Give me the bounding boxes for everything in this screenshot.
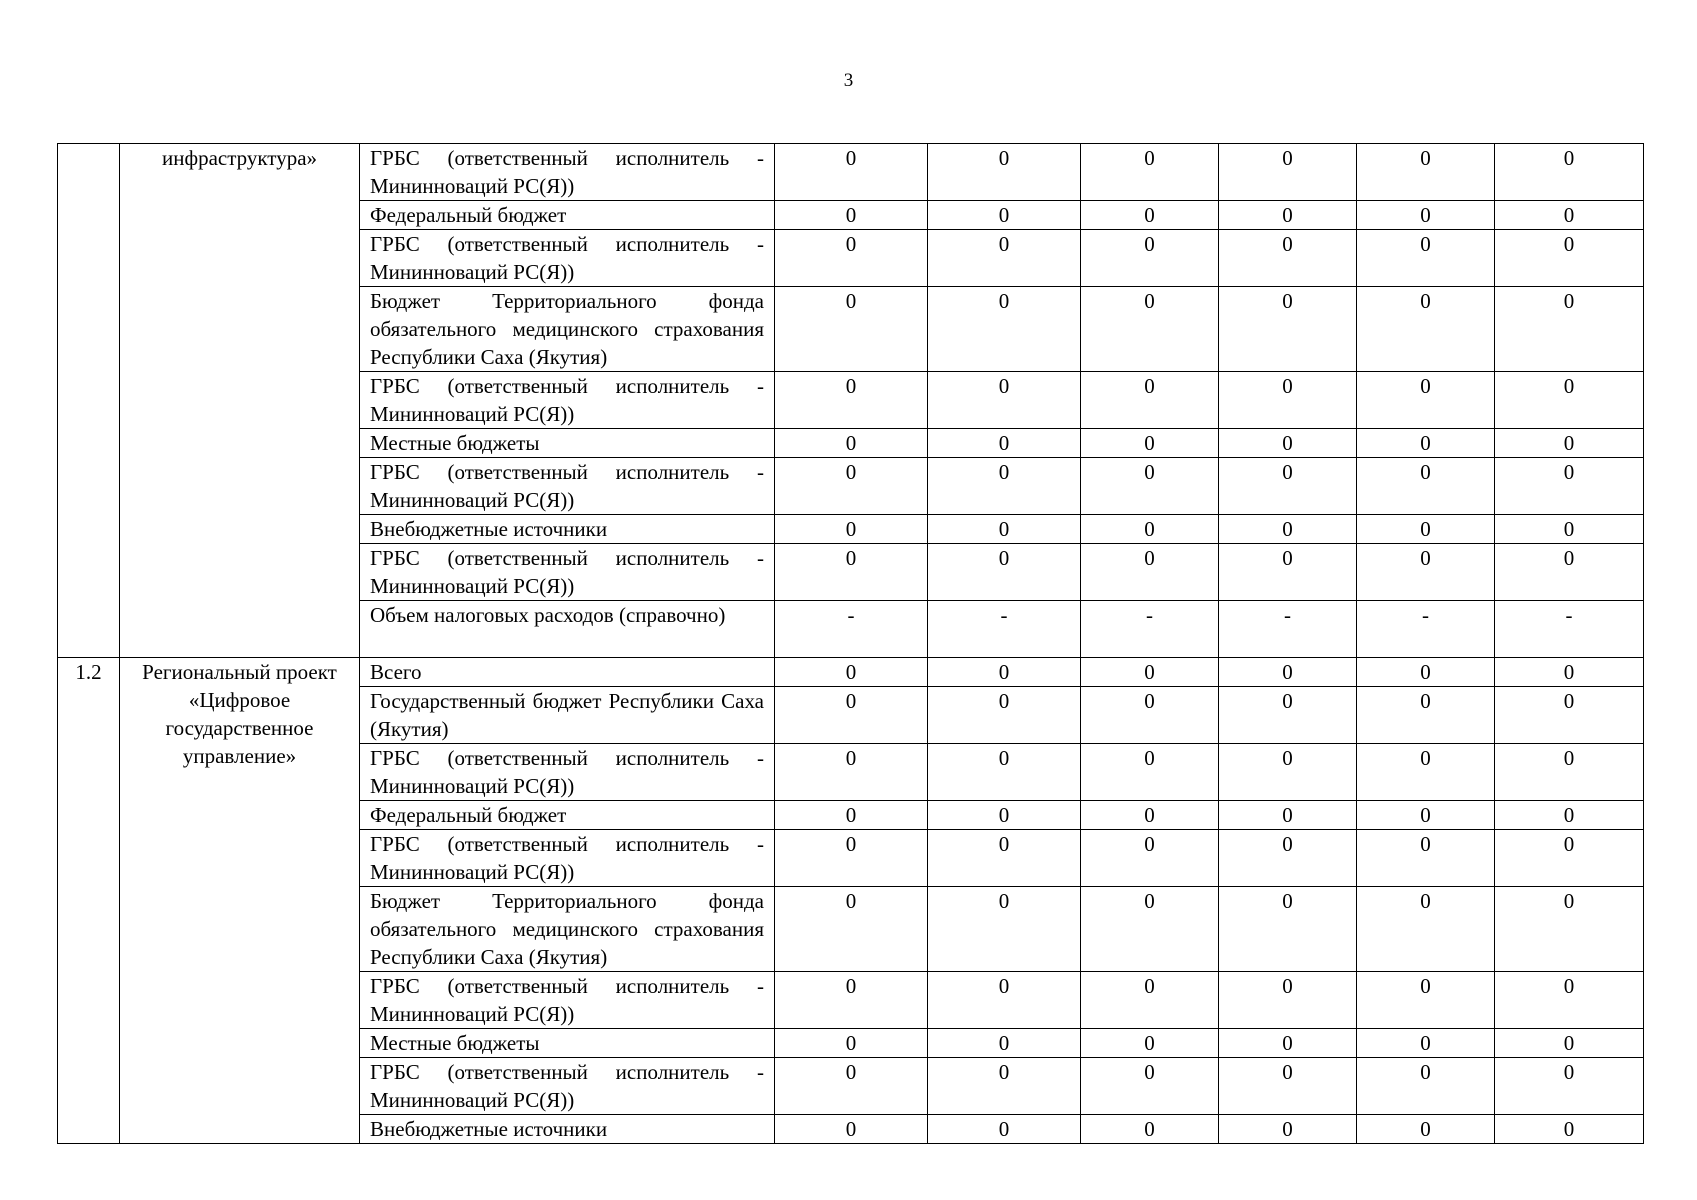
row-number-cell: 1.2 [58,658,120,1144]
value-cell: 0 [1495,287,1644,372]
budget-table-body [58,144,1644,1144]
funding-source-cell: ГРБС (ответственный исполнитель - Мининноваций РС(Я)) [360,972,775,1029]
value-cell: 0 [928,144,1081,201]
value-cell: 0 [1357,801,1495,830]
value-cell: 0 [928,372,1081,429]
value-cell: - [1357,601,1495,658]
value-cell: 0 [1219,144,1357,201]
funding-source-cell: ГРБС (ответственный исполнитель - Мининноваций РС(Я)) [360,144,775,201]
funding-source-cell: Местные бюджеты [360,429,775,458]
page-number: 3 [843,70,854,91]
value-cell: 0 [928,972,1081,1029]
value-cell: 0 [1357,687,1495,744]
value-cell: 0 [775,144,928,201]
value-cell: 0 [1219,1058,1357,1115]
funding-source-cell: ГРБС (ответственный исполнитель - Мининноваций РС(Я)) [360,830,775,887]
funding-source-cell: Федеральный бюджет [360,201,775,230]
value-cell: 0 [1495,687,1644,744]
value-cell: 0 [775,372,928,429]
value-cell: 0 [775,830,928,887]
table-row [58,144,1644,201]
value-cell: 0 [928,830,1081,887]
value-cell: 0 [1219,801,1357,830]
value-cell: 0 [928,458,1081,515]
value-cell: 0 [775,1115,928,1144]
value-cell: 0 [1081,1029,1219,1058]
value-cell: 0 [1219,201,1357,230]
value-cell: 0 [1081,972,1219,1029]
value-cell: 0 [928,744,1081,801]
value-cell: 0 [928,1115,1081,1144]
value-cell: 0 [775,658,928,687]
value-cell: 0 [1495,429,1644,458]
value-cell: 0 [1495,830,1644,887]
funding-source-cell: ГРБС (ответственный исполнитель - Мининноваций РС(Я)) [360,372,775,429]
value-cell: 0 [1357,515,1495,544]
value-cell: 0 [1081,801,1219,830]
value-cell: 0 [1495,230,1644,287]
funding-source-cell: Бюджет Территориального фонда обязательного медицинского страхования Республики Саха (Якутия) [360,887,775,972]
value-cell: 0 [1081,658,1219,687]
value-cell: 0 [1081,1058,1219,1115]
value-cell: 0 [1219,1115,1357,1144]
budget-table [57,143,1644,1144]
value-cell: 0 [1495,1058,1644,1115]
value-cell: 0 [775,201,928,230]
value-cell: 0 [928,801,1081,830]
value-cell: 0 [1357,830,1495,887]
value-cell: 0 [1081,544,1219,601]
value-cell: 0 [1219,230,1357,287]
value-cell: 0 [1219,887,1357,972]
funding-source-cell: ГРБС (ответственный исполнитель - Мининноваций РС(Я)) [360,544,775,601]
value-cell: 0 [1357,429,1495,458]
value-cell: 0 [1495,887,1644,972]
value-cell: 0 [1081,230,1219,287]
funding-source-cell: ГРБС (ответственный исполнитель - Мининноваций РС(Я)) [360,458,775,515]
value-cell: 0 [1219,830,1357,887]
value-cell: 0 [1219,687,1357,744]
value-cell: 0 [775,1058,928,1115]
value-cell: 0 [1495,144,1644,201]
value-cell: 0 [928,230,1081,287]
value-cell: 0 [1357,1058,1495,1115]
value-cell: 0 [928,287,1081,372]
funding-source-cell: ГРБС (ответственный исполнитель - Мининноваций РС(Я)) [360,1058,775,1115]
value-cell: 0 [1495,801,1644,830]
value-cell: 0 [1081,744,1219,801]
value-cell: 0 [1219,287,1357,372]
value-cell: 0 [928,1058,1081,1115]
value-cell: 0 [775,230,928,287]
value-cell: 0 [1357,544,1495,601]
value-cell: 0 [775,429,928,458]
funding-source-cell: ГРБС (ответственный исполнитель - Мининноваций РС(Я)) [360,230,775,287]
table-row [58,658,1644,687]
value-cell: 0 [928,658,1081,687]
value-cell: 0 [928,887,1081,972]
value-cell: - [775,601,928,658]
value-cell: 0 [1081,687,1219,744]
value-cell: 0 [1081,372,1219,429]
value-cell: 0 [1081,887,1219,972]
value-cell: 0 [775,1029,928,1058]
value-cell: 0 [1495,972,1644,1029]
value-cell: 0 [1219,458,1357,515]
value-cell: 0 [1495,515,1644,544]
value-cell: 0 [1495,372,1644,429]
value-cell: 0 [775,744,928,801]
value-cell: 0 [1357,372,1495,429]
value-cell: 0 [1081,830,1219,887]
value-cell: 0 [1495,744,1644,801]
value-cell: 0 [1357,658,1495,687]
value-cell: 0 [1357,230,1495,287]
funding-source-cell: Всего [360,658,775,687]
value-cell: - [1495,601,1644,658]
value-cell: 0 [1495,1029,1644,1058]
value-cell: 0 [1357,287,1495,372]
value-cell: 0 [928,687,1081,744]
value-cell: 0 [1219,544,1357,601]
row-number-cell [58,144,120,658]
funding-source-cell: Местные бюджеты [360,1029,775,1058]
funding-source-cell: Внебюджетные источники [360,1115,775,1144]
value-cell: 0 [775,458,928,515]
value-cell: 0 [775,972,928,1029]
value-cell: 0 [1219,515,1357,544]
value-cell: 0 [1081,458,1219,515]
value-cell: 0 [775,801,928,830]
value-cell: 0 [1357,1115,1495,1144]
value-cell: 0 [1081,201,1219,230]
value-cell: 0 [775,544,928,601]
value-cell: 0 [928,544,1081,601]
value-cell: 0 [928,1029,1081,1058]
funding-source-cell: Объем налоговых расходов (справочно) [360,601,775,658]
value-cell: 0 [1081,515,1219,544]
value-cell: 0 [1495,544,1644,601]
value-cell: 0 [928,201,1081,230]
value-cell: 0 [1357,744,1495,801]
value-cell: 0 [1495,201,1644,230]
value-cell: 0 [1219,658,1357,687]
value-cell: 0 [1357,972,1495,1029]
value-cell: 0 [1219,744,1357,801]
value-cell: 0 [1495,658,1644,687]
value-cell: - [928,601,1081,658]
value-cell: 0 [1495,458,1644,515]
value-cell: 0 [928,429,1081,458]
funding-source-cell: Федеральный бюджет [360,801,775,830]
value-cell: 0 [1081,287,1219,372]
value-cell: 0 [1219,1029,1357,1058]
project-name-cell: инфраструктура» [120,144,360,658]
value-cell: 0 [1219,372,1357,429]
value-cell: 0 [1081,1115,1219,1144]
value-cell: 0 [1081,144,1219,201]
value-cell: 0 [928,515,1081,544]
value-cell: 0 [775,287,928,372]
value-cell: 0 [775,687,928,744]
value-cell: - [1081,601,1219,658]
funding-source-cell: Государственный бюджет Республики Саха (Якутия) [360,687,775,744]
funding-source-cell: Бюджет Территориального фонда обязательного медицинского страхования Республики Саха (Якутия) [360,287,775,372]
value-cell: 0 [775,515,928,544]
value-cell: 0 [1357,144,1495,201]
value-cell: 0 [1357,458,1495,515]
value-cell: 0 [1357,887,1495,972]
project-name-cell: Региональный проект «Цифровое государственное управление» [120,658,360,1144]
value-cell: 0 [1357,1029,1495,1058]
value-cell: 0 [1219,972,1357,1029]
value-cell: - [1219,601,1357,658]
funding-source-cell: ГРБС (ответственный исполнитель - Мининноваций РС(Я)) [360,744,775,801]
funding-source-cell: Внебюджетные источники [360,515,775,544]
value-cell: 0 [775,887,928,972]
value-cell: 0 [1495,1115,1644,1144]
value-cell: 0 [1081,429,1219,458]
value-cell: 0 [1357,201,1495,230]
value-cell: 0 [1219,429,1357,458]
